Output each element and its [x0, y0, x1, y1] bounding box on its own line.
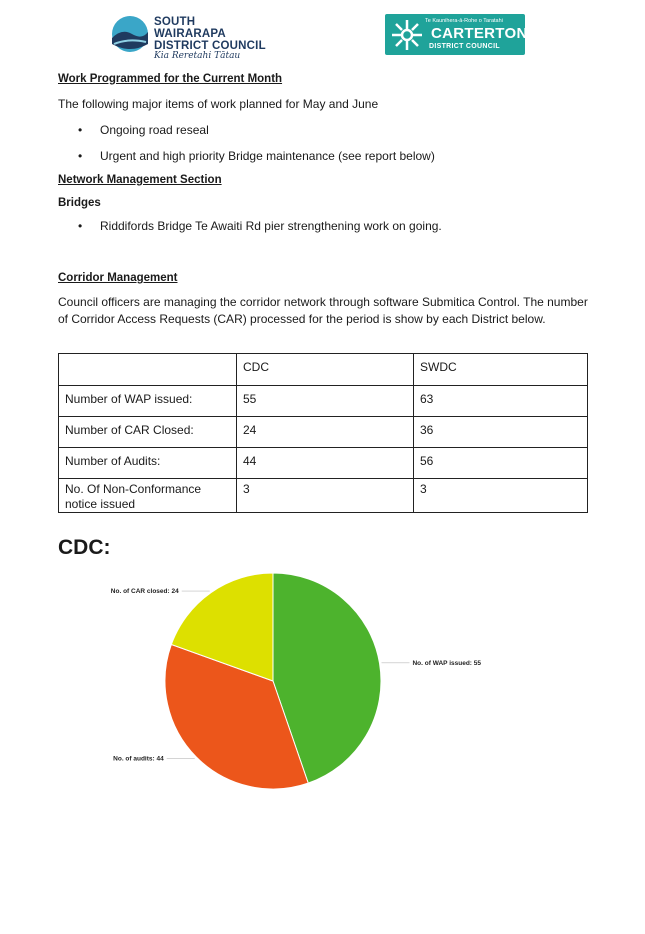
network-management-heading: Network Management Section [58, 174, 222, 186]
swdc-tagline: Kia Reretahi Tātau [154, 51, 241, 62]
table-cell: Number of Audits: [59, 448, 237, 479]
list-item: • Riddifords Bridge Te Awaiti Rd pier strengthening work on going. [78, 219, 442, 233]
table-row [59, 448, 588, 479]
swdc-emblem-icon [110, 14, 150, 56]
work-programmed-heading: Work Programmed for the Current Month [58, 73, 283, 85]
bullet-icon: • [78, 149, 83, 163]
table-row [59, 386, 588, 417]
table-cell: CDC [237, 354, 414, 386]
header-logos [0, 12, 645, 62]
pie-data-label: No. of CAR closed: 24 [110, 588, 179, 596]
bullet-icon: • [78, 219, 83, 233]
swdc-name-line1: SOUTH WAIRARAPA [154, 16, 226, 41]
document-body [58, 73, 588, 328]
carterton-name: CARTERTON [431, 25, 528, 42]
table-cell: 36 [414, 417, 588, 448]
cdc-chart-title: CDC: [58, 536, 111, 559]
bridges-subheading: Bridges [58, 197, 101, 209]
corridor-management-heading: Corridor Management [58, 272, 178, 284]
cdc-pie-chart [100, 565, 540, 800]
work-intro: The following major items of work planned for May and June [58, 97, 379, 111]
table-cell: 55 [237, 386, 414, 417]
table-cell: Number of WAP issued: [59, 386, 237, 417]
bullet-icon: • [78, 123, 83, 137]
swdc-logo [110, 14, 270, 62]
table-cell: Number of CAR Closed: [59, 417, 237, 448]
pie-data-label: No. of WAP issued: 55 [412, 659, 482, 667]
list-item: • Urgent and high priority Bridge maintenance (see report below) [78, 149, 435, 163]
table-cell: No. Of Non-Conformance notice issued [59, 479, 237, 513]
carterton-flower-icon [389, 17, 425, 53]
corridor-paragraph: Council officers are managing the corridor network through software Submitica Control. The number of Corridor Access Requests (CAR) processed for the period is show by each District below. [58, 295, 588, 326]
table-row [59, 417, 588, 448]
work-bullet-list [58, 122, 588, 165]
bridges-bullet-list [58, 218, 588, 235]
table-cell: SWDC [414, 354, 588, 386]
carterton-logo [385, 14, 528, 55]
list-item: • Ongoing road reseal [78, 123, 209, 137]
pie-data-label: No. of audits: 44 [113, 755, 164, 763]
carterton-subtitle: DISTRICT COUNCIL [429, 43, 500, 50]
table-cell [59, 354, 237, 386]
table-cell: 3 [414, 479, 588, 513]
table-cell: 3 [237, 479, 414, 513]
table-cell: 24 [237, 417, 414, 448]
table-cell: 63 [414, 386, 588, 417]
table-row [59, 479, 588, 513]
carterton-maori-name: Te Kaunihera-ā-Rohe o Taratahi [425, 18, 503, 24]
swdc-name-line2: DISTRICT COUNCIL [154, 40, 266, 53]
table-cell: 56 [414, 448, 588, 479]
table-cell: 44 [237, 448, 414, 479]
car-stats-table [58, 353, 588, 513]
table-header-row [59, 354, 588, 386]
